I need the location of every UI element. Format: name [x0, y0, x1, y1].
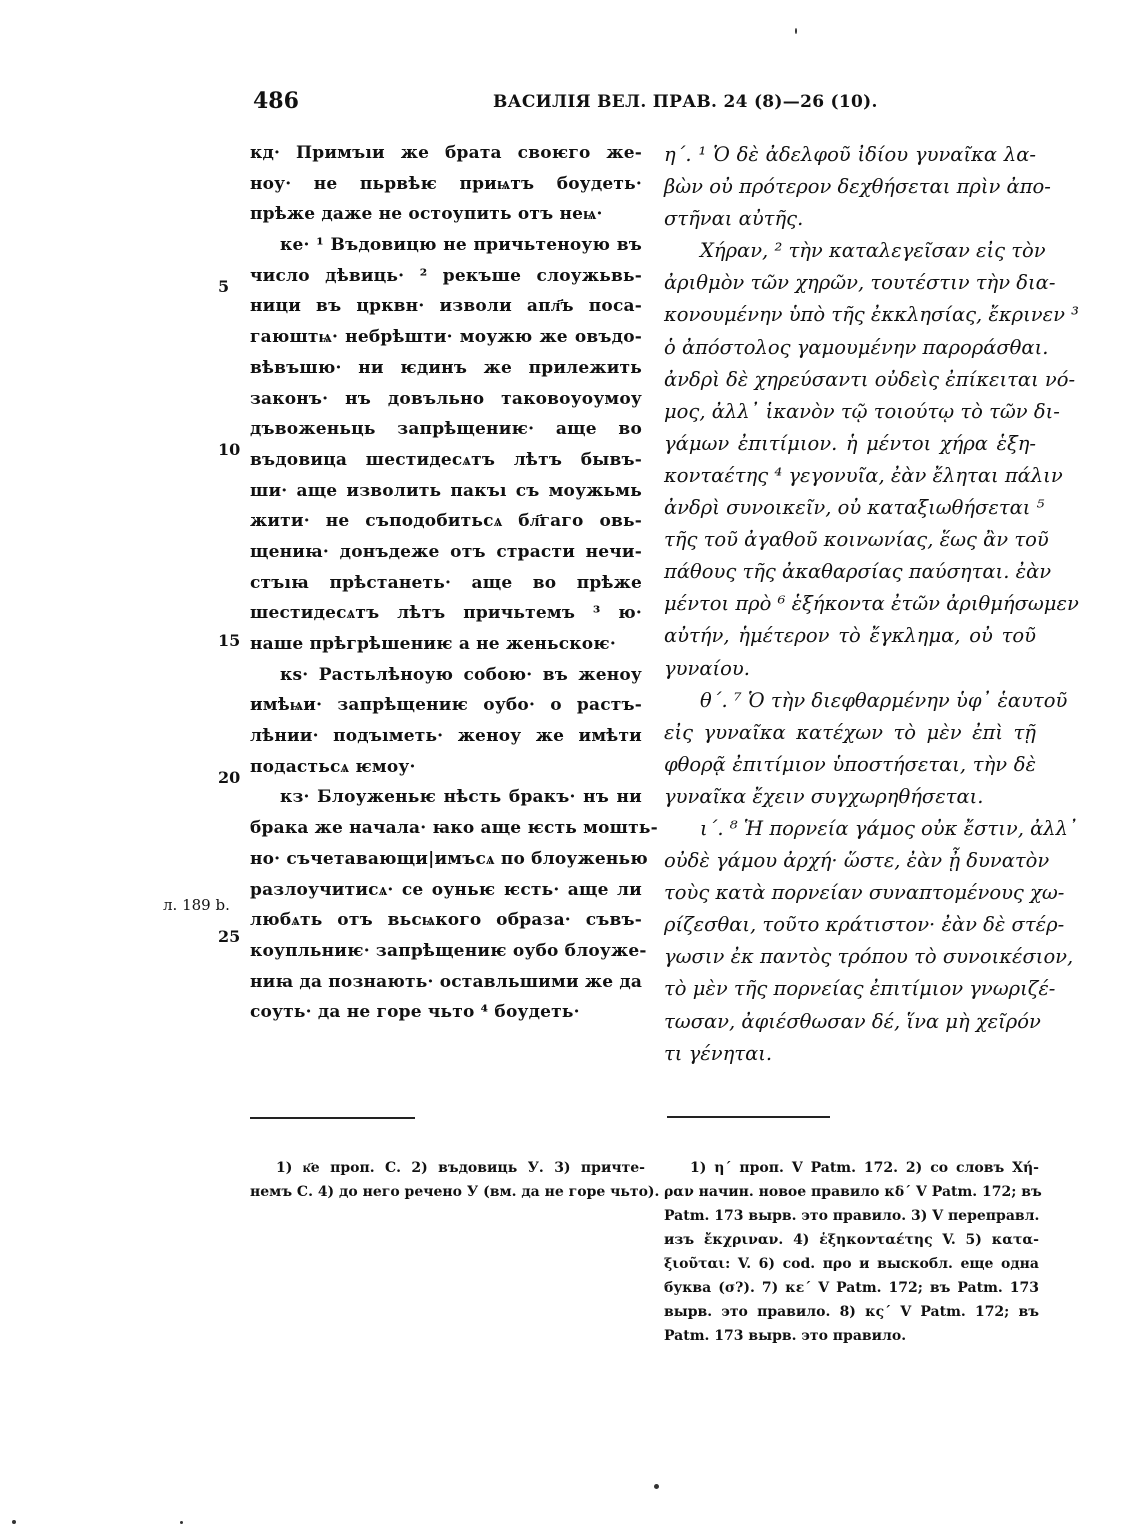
slavonic-line: въдовица шестидесѧтъ лѣтъ бывъ-	[250, 449, 642, 470]
line-number: 5	[218, 277, 230, 296]
slavonic-line: ноу· не пьрвѣѥ приѩтъ боудеть·	[250, 173, 642, 194]
greek-line: ἀνδρὶ δὲ χηρεύσαντι οὐδεὶς ἐπίκειται νό-	[664, 367, 1076, 391]
slavonic-line: кд· Примъıи же брата своѥго же-	[250, 143, 642, 163]
footnote-line: изъ ἔκχριναν. 4) ἑξηκονταέτης V. 5) κατα-	[664, 1232, 1039, 1248]
slavonic-line: брака же начала· ꙗко аще ѥсть мошть-	[250, 818, 658, 839]
greek-line: γυναίου.	[664, 656, 750, 680]
slavonic-line: вѣвъшю· ни ѥдинъ же прилежить	[250, 357, 642, 378]
footnote-line: немъ С. 4) до него речено У (вм. да не горе чьто).	[250, 1184, 660, 1200]
slavonic-line: дъвоженьць запрѣщениѥ· аще во	[250, 419, 642, 440]
greek-line: ρίζεσθαι, τοῦτο κράτιστον· ἐὰν δὲ στέρ-	[664, 913, 1065, 937]
greek-line: πάθους τῆς ἀκαθαρσίας παύσηται. ἐὰν	[664, 560, 1052, 584]
footnotes-greek	[664, 1156, 1042, 1348]
greek-line: βὼν οὐ πρότερον δεχθήσεται πρὶν ἀπο-	[664, 175, 1051, 199]
scan-speck	[12, 1520, 16, 1524]
slavonic-line: число дѣвиць· ² рекъше слоужьвь-	[250, 265, 642, 286]
slavonic-line: лѣнии· подъıметь· женоу же имѣти	[250, 726, 642, 747]
slavonic-line: прѣже даже не остоупить отъ неѩ·	[250, 204, 603, 225]
footnote-line: ξιοῦται: V. 6) cod. προ и выскобл. еще одна	[664, 1256, 1039, 1272]
page-number: 486	[253, 88, 299, 114]
slavonic-line: щениꙗ· донъдеже отъ страсти нечи-	[250, 541, 642, 562]
greek-line: κονουμένην ὑπὸ τῆς ἐκκλησίας, ἔκρινεν ³	[664, 303, 1079, 327]
greek-line: τωσαν, ἀφιέσθωσαν δέ, ἵνα μὴ χεῖρόν	[664, 1009, 1041, 1033]
slavonic-line: кз· Блоуженьѥ нѣсть бракъ· нъ ни	[280, 787, 642, 808]
greek-line: οὐδὲ γάμου ἀρχή· ὥστε, ἐὰν ᾖ δυνατὸν	[664, 849, 1050, 873]
scan-speck	[795, 28, 797, 34]
greek-line: στῆναι αὐτῆς.	[664, 207, 804, 231]
slavonic-line: но· съчетавающи|имъсѧ по блоуженью	[250, 848, 648, 869]
folio-margin-note: л. 189 b.	[163, 896, 230, 914]
greek-line: μος, ἀλλ᾽ ἱκανὸν τῷ τοιούτῳ τὸ τῶν δι-	[664, 399, 1060, 423]
slavonic-line: стъıꙗ прѣстанеть· аще во прѣже	[250, 572, 642, 593]
footnote-line: буква (σ?). 7) κε΄ V Patm. 172; въ Patm. 173	[664, 1280, 1039, 1296]
line-number: 10	[218, 440, 241, 459]
greek-line: θ΄. ⁷ Ὁ τὴν διεφθαρμένην ὑφ᾽ ἑαυτοῦ	[700, 688, 1068, 712]
line-number: 15	[218, 631, 241, 650]
greek-line: ἀνδρὶ συνοικεῖν, οὐ καταξιωθήσεται ⁵	[664, 496, 1045, 520]
slavonic-column	[250, 138, 658, 1028]
slavonic-line: законъ· нъ довъльно таковоуоумоу	[250, 388, 642, 409]
slavonic-line: разлоучитисѧ· се оуньѥ ѥсть· аще ли	[250, 879, 642, 900]
slavonic-line: жити· не съподобитьсѧ бл҃гаго овь-	[250, 511, 642, 532]
greek-line: εἰς γυναῖκα κατέχων τὸ μὲν ἐπὶ τῇ	[664, 720, 1036, 744]
greek-line: τοὺς κατὰ πορνείαν συναπτομένους χω-	[664, 881, 1065, 905]
slavonic-line: наше прѣгрѣшениѥ а не женьскоѥ·	[250, 634, 616, 654]
greek-line: τι γένηται.	[664, 1041, 773, 1065]
greek-line: ἀριθμὸν τῶν χηρῶν, τουτέστιν τὴν δια-	[664, 271, 1056, 295]
line-number: 25	[218, 927, 241, 946]
greek-line: κονταέτης ⁴ γεγονυῖα, ἐὰν ἔληται πάλιν	[664, 463, 1063, 487]
greek-line: γυναῖκα ἔχειν συγχωρηθήσεται.	[664, 784, 984, 808]
running-head: ВАСИЛІЯ ВЕЛ. ПРАВ. 24 (8)—26 (10).	[493, 92, 878, 112]
footnote-line: Patm. 173 вырв. это правило.	[664, 1328, 907, 1344]
greek-line: ὁ ἀπόστολος γαμουμένην παροράσθαι.	[664, 335, 1049, 359]
greek-line: ι΄. ⁸ Ἡ πορνεία γάμος οὐκ ἔστιν, ἀλλ᾽	[700, 816, 1078, 840]
greek-line: τὸ μὲν τῆς πορνείας ἐπιτίμιον γνωριζέ-	[664, 977, 1056, 1001]
greek-line: τῆς τοῦ ἀγαθοῦ κοινωνίας, ἕως ἂν τοῦ	[664, 528, 1049, 552]
footnote-rule-right	[667, 1116, 830, 1118]
slavonic-line: подастьсѧ ѥмоу·	[250, 756, 416, 777]
slavonic-line: кѕ· Растьлѣноую собою· въ женоу	[280, 664, 642, 685]
footnote-line: 1) η΄ проп. V Patm. 172. 2) со словъ Χή-	[690, 1160, 1039, 1176]
greek-line: αὐτήν, ἡμέτερον τὸ ἔγκλημα, οὐ τοῦ	[664, 624, 1036, 648]
slavonic-line: шестидесѧтъ лѣтъ причьтемъ ³ ю·	[250, 603, 642, 624]
footnote-line: вырв. это правило. 8) κς΄ V Patm. 172; въ	[664, 1304, 1039, 1320]
footnote-line: 1) к҃е проп. С. 2) въдовиць У. 3) причте-	[276, 1160, 645, 1176]
greek-line: μέντοι πρὸ ⁶ ἑξήκοντα ἐτῶν ἀριθμήσωμεν	[664, 592, 1079, 616]
greek-line: η΄. ¹ Ὁ δὲ ἀδελφοῦ ἰδίου γυναῖκα λα-	[664, 143, 1036, 166]
greek-column	[664, 139, 1079, 1070]
footnote-line: ραν начин. новое правило κδ΄ V Patm. 172; въ	[664, 1184, 1042, 1200]
slavonic-line: имѣѩи· запрѣщениѥ оубо· о растъ-	[250, 695, 642, 716]
footnotes-slavonic	[250, 1156, 660, 1204]
slavonic-line: ши· аще изволить пакъı съ моужьмь	[250, 480, 642, 501]
slavonic-line: ници въ црквн· изволи апл҃ъ поса-	[250, 296, 642, 317]
scan-speck	[654, 1484, 659, 1489]
footnote-rule-left	[250, 1117, 415, 1119]
slavonic-line: гаюштѩ· небрѣшти· моужю же овъдо-	[250, 327, 642, 348]
greek-line: φθορᾷ ἐπιτίμιον ὑποστήσεται, τὴν δὲ	[664, 752, 1036, 776]
line-number: 20	[218, 768, 241, 787]
greek-line: Χήραν, ² τὴν καταλεγεῖσαν εἰς τὸν	[700, 239, 1046, 263]
greek-line: γωσιν ἐκ παντὸς τρόπου τὸ συνοικέσιον,	[664, 945, 1074, 969]
footnote-line: Patm. 173 вырв. это правило. 3) V переправл.	[664, 1208, 1040, 1224]
slavonic-line: ке· ¹ Въдовицю не причьтеноую въ	[280, 235, 642, 256]
slavonic-line: коупльниѥ· запрѣщениѥ оубо блоуже-	[250, 940, 647, 961]
scan-speck	[180, 1521, 183, 1524]
slavonic-line: ниꙗ да познають· оставльшими же да	[250, 971, 643, 992]
greek-line: γάμων ἐπιτίμιον. ἡ μέντοι χήρα ἑξη-	[664, 431, 1036, 455]
slavonic-line: любѧть отъ вьсѩкого образа· съвъ-	[250, 910, 642, 931]
slavonic-line: соуть· да не горе чьто ⁴ боудеть·	[250, 1002, 580, 1023]
